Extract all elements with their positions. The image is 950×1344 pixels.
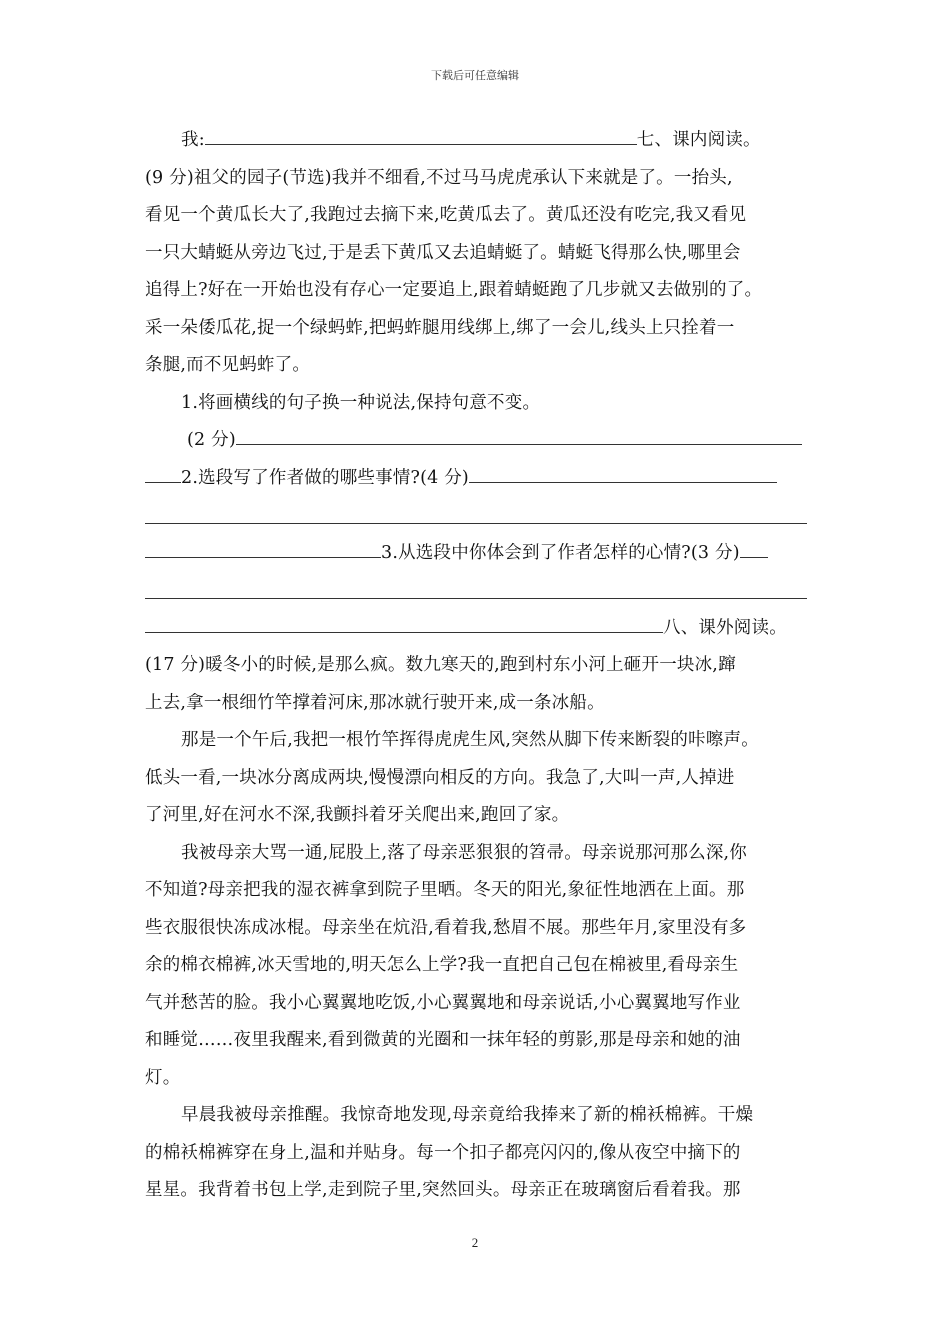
answer-blank[interactable] xyxy=(469,460,777,483)
text-line: 不知道?母亲把我的湿衣裤拿到院子里晒。冬天的阳光,象征性地洒在上面。那 xyxy=(145,880,745,900)
answer-blank[interactable] xyxy=(145,535,381,558)
question-1-answer-line xyxy=(145,422,807,460)
answer-blank[interactable] xyxy=(205,122,637,145)
answer-blank[interactable] xyxy=(145,610,663,633)
text-line: (9 分)祖父的园子(节选)我并不细看,不过马马虎虎承认下来就是了。一抬头, xyxy=(145,167,733,188)
text-line: 星星。我背着书包上学,走到院子里,突然回头。母亲正在玻璃窗后看着我。那 xyxy=(145,1180,741,1200)
answer-blank-full[interactable] xyxy=(145,572,807,610)
section-7-heading: 七、课内阅读。 xyxy=(636,130,761,150)
answer-prefix: 我: xyxy=(181,130,205,150)
text-line: 了河里,好在河水不深,我颤抖着牙关爬出来,跑回了家。 xyxy=(145,805,570,825)
answer-blank-full[interactable] xyxy=(145,497,807,535)
text-line: 条腿,而不见蚂蚱了。 xyxy=(145,355,311,375)
text-line: 看见一个黄瓜长大了,我跑过去摘下来,吃黄瓜去了。黄瓜还没有吃完,我又看见 xyxy=(145,205,747,225)
question-1: 1.将画横线的句子换一种说法,保持句意不变。 xyxy=(181,392,541,413)
text-line: 上去,拿一根细竹竿撑着河床,那冰就行驶开来,成一条冰船。 xyxy=(145,692,605,713)
question-2: 2.选段写了作者做的哪些事情?(4 分) xyxy=(181,467,469,488)
answer-line-me xyxy=(145,122,807,160)
page-number: 2 xyxy=(471,1235,479,1250)
document-body xyxy=(145,122,807,1210)
answer-blank[interactable] xyxy=(740,535,768,558)
paragraph-start: 那是一个午后,我把一根竹竿挥得虎虎生风,突然从脚下传来断裂的咔嚓声。 xyxy=(181,730,759,750)
text-line: 低头一看,一块冰分离成两块,慢慢漂向相反的方向。我急了,大叫一声,人掉进 xyxy=(145,767,735,788)
text-line: 和睡觉……夜里我醒来,看到微黄的光圈和一抹年轻的剪影,那是母亲和她的油 xyxy=(145,1030,741,1050)
text-line: (17 分)暖冬小的时候,是那么疯。数九寒天的,跑到村东小河上砸开一块冰,蹿 xyxy=(145,655,736,675)
question-3: 3.从选段中你体会到了作者怎样的心情?(3 分) xyxy=(381,542,740,563)
text-line: 一只大蜻蜓从旁边飞过,于是丢下黄瓜又去追蜻蜓了。蜻蜓飞得那么快,哪里会 xyxy=(145,242,741,263)
text-line: 采一朵倭瓜花,捉一个绿蚂蚱,把蚂蚱腿用线绑上,绑了一会儿,线头上只拴着一 xyxy=(145,317,735,338)
text-line: 余的棉衣棉裤,冰天雪地的,明天怎么上学?我一直把自己包在棉被里,看母亲生 xyxy=(145,955,739,975)
section-8-heading: 八、课外阅读。 xyxy=(663,617,787,638)
text-line: 些衣服很快冻成冰棍。母亲坐在炕沿,看着我,愁眉不展。那些年月,家里没有多 xyxy=(145,917,747,938)
paragraph-start: 我被母亲大骂一通,屁股上,落了母亲恶狠狠的笤帚。母亲说那河那么深,你 xyxy=(181,842,747,863)
paragraph-start: 早晨我被母亲推醒。我惊奇地发现,母亲竟给我捧来了新的棉袄棉裤。干燥 xyxy=(181,1105,754,1125)
question-1-score: (2 分) xyxy=(187,430,236,450)
answer-blank[interactable] xyxy=(236,422,802,445)
text-line: 的棉袄棉裤穿在身上,温和并贴身。每一个扣子都亮闪闪的,像从夜空中摘下的 xyxy=(145,1142,741,1163)
answer-blank[interactable] xyxy=(145,460,181,483)
question-2-line xyxy=(145,460,807,498)
text-line: 灯。 xyxy=(145,1067,181,1088)
page-header: 下载后可任意编辑 xyxy=(431,69,519,82)
text-line: 追得上?好在一开始也没有存心一定要追上,跟着蜻蜓跑了几步就又去做别的了。 xyxy=(145,280,763,300)
section-8-line xyxy=(145,610,807,648)
question-3-line xyxy=(145,535,807,573)
text-line: 气并愁苦的脸。我小心翼翼地吃饭,小心翼翼地和母亲说话,小心翼翼地写作业 xyxy=(145,992,741,1013)
